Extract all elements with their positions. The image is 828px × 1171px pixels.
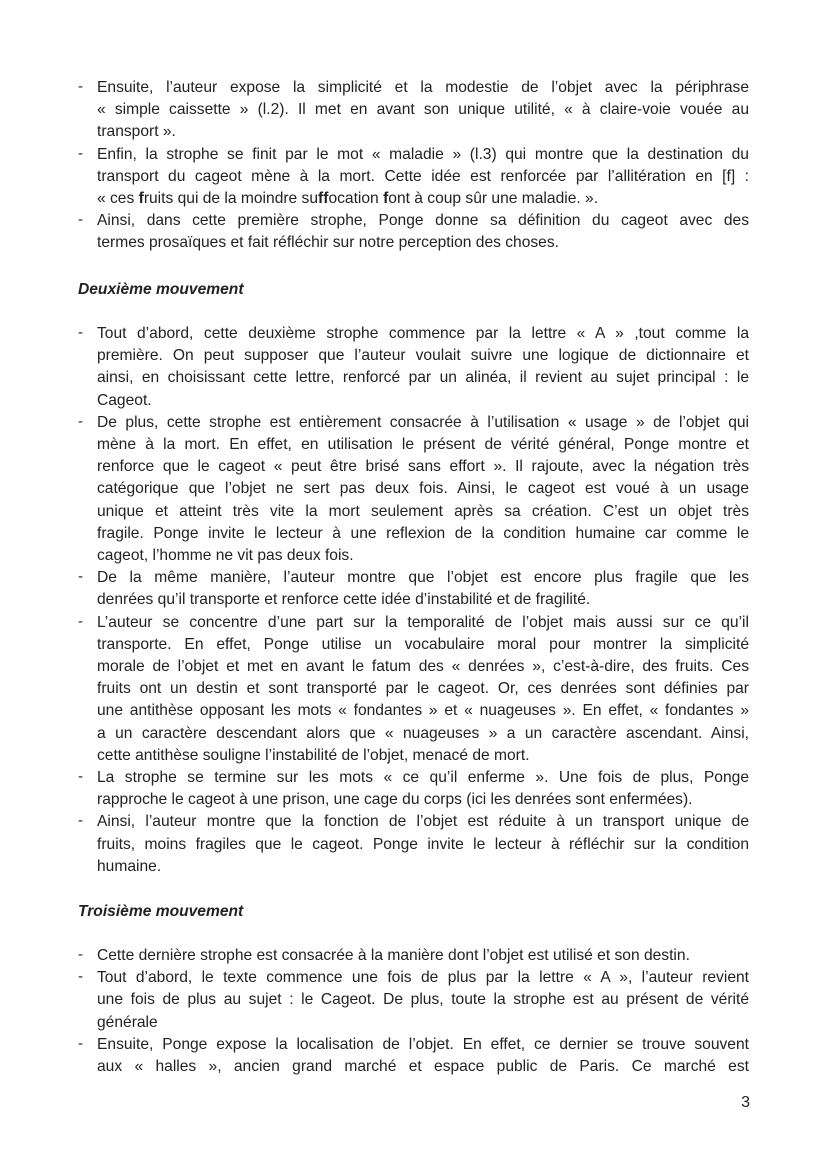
text-line: termes prosaïques et fait réfléchir sur notre perception des choses. bbox=[97, 234, 559, 252]
list-item bbox=[78, 945, 749, 967]
bullet-list-section-2 bbox=[78, 323, 749, 878]
text-line: - Ainsi, l’auteur montre que la fonction de l’objet est réduite à un transport unique de bbox=[97, 813, 749, 831]
list-item bbox=[78, 412, 749, 567]
list-item bbox=[78, 967, 749, 1034]
text-line: générale bbox=[97, 1013, 158, 1031]
text-line: renforce que le cageot « peut être brisé sans effort ». Il rajoute, avec la négation très bbox=[97, 458, 749, 476]
list-item bbox=[78, 323, 749, 412]
text-line: « simple caissette » (l.2). Il met en avant son unique utilité, « à claire-voie vouée au bbox=[97, 101, 749, 119]
text-line: - De la même manière, l’auteur montre que l’objet est encore plus fragile que les bbox=[97, 569, 749, 587]
text-line: - Cette dernière strophe est consacrée à la manière dont l’objet est utilisé et son destin. bbox=[97, 947, 690, 964]
text-line: - La strophe se termine sur les mots « ce qu’il enferme ». Une fois de plus, Ponge bbox=[97, 769, 749, 787]
text-line: catégorique que l’objet ne sert pas deux fois. Ainsi, le cageot est voué à un usage bbox=[97, 480, 749, 498]
text-line: transport du cageot mène à la mort. Cette idée est renforcée par l’allitération en [f] : bbox=[97, 167, 749, 185]
bullet-list-section-3 bbox=[78, 945, 749, 1078]
text-fragment: ont à coup sûr une maladie. ». bbox=[388, 190, 599, 208]
list-item bbox=[78, 77, 749, 144]
section-heading: Troisième mouvement bbox=[78, 903, 244, 920]
text-line: denrées qu’il transporte et renforce cette idée d’instabilité et de fragilité. bbox=[97, 591, 591, 609]
text-line: une fois de plus au sujet : le Cageot. De plus, toute la strophe est au présent de vérité bbox=[97, 991, 749, 1009]
text-line: - Tout d’abord, le texte commence une fois de plus par la lettre « A », l’auteur revient bbox=[97, 969, 749, 987]
text-line: première. On peut supposer que l’auteur voulait suivre une logique de dictionnaire et bbox=[97, 347, 749, 365]
text-line: humaine. bbox=[97, 857, 162, 875]
list-item bbox=[78, 144, 749, 211]
text-line: ainsi, en choisissant cette lettre, renforcé par un alinéa, il revient au sujet principal : le bbox=[97, 369, 749, 387]
text-line: rapproche le cageot à une prison, une cage du corps (ici les denrées sont enfermées). bbox=[97, 791, 693, 809]
text-line: - L’auteur se concentre d’une part sur la temporalité de l’objet mais aussi sur ce qu’il bbox=[97, 613, 749, 631]
text-line: fragile. Ponge invite le lecteur à une reflexion de la condition humaine car comme le bbox=[97, 524, 749, 542]
bold-fragment: f bbox=[138, 190, 144, 208]
list-item bbox=[78, 1034, 749, 1078]
list-item bbox=[78, 210, 749, 254]
text-fragment: ocation bbox=[328, 190, 384, 208]
text-line: transporte. En effet, Ponge utilise un vocabulaire moral pour montrer la simplicité bbox=[97, 635, 749, 653]
section-heading: Deuxième mouvement bbox=[78, 281, 244, 298]
list-item bbox=[78, 811, 749, 878]
bullet-list-section-1 bbox=[78, 77, 749, 255]
text-line: - Ensuite, l’auteur expose la simplicité et la modestie de l’objet avec la périphrase bbox=[97, 79, 749, 96]
text-line: aux « halles », ancien grand marché et espace public de Paris. Ce marché est bbox=[97, 1058, 749, 1076]
text-line: transport ». bbox=[97, 123, 176, 141]
page-number: 3 bbox=[741, 1094, 750, 1111]
text-line: Cageot. bbox=[97, 391, 152, 409]
text-fragment: ruits qui de la moindre su bbox=[143, 190, 319, 208]
list-item bbox=[78, 767, 749, 811]
text-line: cageot, l’homme ne vit pas deux fois. bbox=[97, 547, 354, 565]
text-line: - Ainsi, dans cette première strophe, Ponge donne sa définition du cageot avec des bbox=[97, 212, 749, 230]
text-line: unique et atteint très vite la mort seulement après sa création. C’est un objet très bbox=[97, 502, 749, 520]
text-line: - Tout d’abord, cette deuxième strophe commence par la lettre « A » ,tout comme la bbox=[97, 325, 749, 342]
bold-fragment: ff bbox=[318, 190, 329, 208]
text-line: morale de l’objet et met en avant le fatum des « denrées », c’est-à-dire, des fruits. Ces bbox=[97, 658, 749, 676]
text-line: fruits, moins fragiles que le cageot. Ponge invite le lecteur à réfléchir sur la condition bbox=[97, 835, 749, 853]
text-line bbox=[97, 188, 749, 210]
text-line: - Ensuite, Ponge expose la localisation de l’objet. En effet, ce dernier se trouve souvent bbox=[97, 1035, 749, 1053]
text-line: fruits ont un destin et sont transporté par le cageot. Or, ces denrées sont définies par bbox=[97, 680, 749, 698]
text-fragment: « ces bbox=[97, 190, 139, 208]
text-line: - De plus, cette strophe est entièrement consacrée à l’utilisation « usage » de l’objet qui bbox=[97, 413, 749, 431]
text-line: cette antithèse souligne l’instabilité de l’objet, menacé de mort. bbox=[97, 746, 530, 764]
bold-fragment: f bbox=[383, 190, 389, 208]
text-line: - Enfin, la strophe se finit par le mot « maladie » (l.3) qui montre que la destination du bbox=[97, 145, 749, 163]
list-item bbox=[78, 567, 749, 611]
text-line: une antithèse opposant les mots « fondantes » et « nuageuses ». En effet, « fondantes » bbox=[97, 702, 749, 720]
text-line: a un caractère descendant alors que « nuageuses » a un caractère ascendant. Ainsi, bbox=[97, 724, 749, 742]
text-line: mène à la mort. En effet, en utilisation le présent de vérité général, Ponge montre et bbox=[97, 436, 749, 454]
list-item bbox=[78, 612, 749, 767]
